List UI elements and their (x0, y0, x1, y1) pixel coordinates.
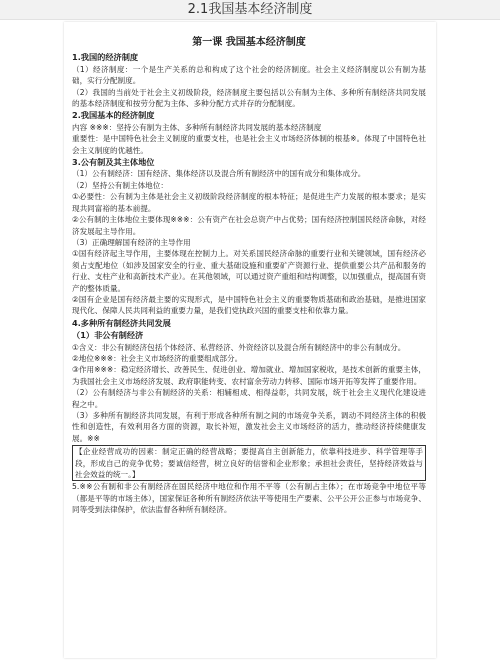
lesson-title: 第一课 我国基本经济制度 (192, 37, 306, 48)
boxed-note: 【企业经营成功的因素：制定正确的经营战略；要提高自主创新能力，依靠科技进步、科学管理等手段，形成自己的竞争优势；要诚信经营，树立良好的信誉和企业形象；承担社会责任，坚持经济效益与社会效益的统一。】 (72, 445, 426, 481)
paragraph: 内容 ※※※：坚持公有制为主体、多种所有制经济共同发展的基本经济制度 (72, 122, 322, 132)
paragraph: ②地位※※※：社会主义市场经济的重要组成部分。 (72, 353, 243, 363)
paragraph: ①国有经济起主导作用，主要体现在控制力上。对关系国民经济命脉的重要行业和关键领域，国有经济必须占支配地位（如涉及国家安全的行业、重大基础设施和重要矿产资源行业、提供重要公共产品和服务的行业、支柱产业和高新技术产业）。在其他领域，可以通过资产重组和结构调整，以加强重点，提高国有资产的整体质量。 (72, 249, 426, 293)
paragraph: （2）我国的当前处于社会主义初级阶段，经济制度主要包括以公有制为主体、多种所有制经济共同发展的基本经济制度和按劳分配为主体、多种分配方式并存的分配制度。 (72, 87, 426, 109)
paragraph: ②公有制的主体地位主要体现※※※：公有资产在社会总资产中占优势；国有经济控制国民经济命脉，对经济发展起主导作用。 (72, 215, 426, 236)
paragraph: ①必要性：公有制为主体是社会主义初级阶段经济制度的根本特征；是促进生产力发展的根本要求；是实现共同富裕的基本前提。 (72, 192, 426, 213)
section-heading: （1）非公有制经济 (72, 330, 144, 341)
section-heading: 3.公有制及其主体地位 (72, 157, 155, 168)
paragraph: （3）正确理解国有经济的主导作用 (72, 237, 191, 247)
paragraph: （1）公有制经济：国有经济、集体经济以及混合所有制经济中的国有成分和集体成分。 (72, 169, 366, 179)
paragraph: （3）多种所有制经济共同发展，有利于形成各种所有制之间的市场竞争关系，调动不同经济主体的积极性和创造性，有效利用各方面的资源，取长补短，激发社会主义市场经济的活力，推动经济持续健康发展。※※ (72, 411, 426, 443)
paragraph: ③作用※※※：稳定经济增长、改善民生、促进创业、增加就业、增加国家税收，是技术创新的重要主体，为我国社会主义市场经济发展、政府职能转变、农村富余劳动力转移、国际市场开拓等发挥了重要作用。 (72, 365, 426, 386)
paragraph: 重要性：是中国特色社会主义制度的重要支柱，也是社会主义市场经济体制的根基※。体现了中国特色社会主义制度的优越性。 (72, 134, 426, 155)
section-heading: 1.我国的经济制度 (72, 52, 139, 63)
document-page (64, 22, 436, 658)
paragraph: 5.※※公有制和非公有制经济在国民经济中地位和作用不平等（公有制占主体）；在市场竞争中地位平等（都是平等的市场主体），国家保证各种所有制经济依法平等使用生产要素、公平公开公正参与市场竞争、同等受到法律保护，依法监督各种所有制经济。 (72, 482, 426, 515)
paragraph: （2）公有制经济与非公有制经济的关系：相辅相成、相得益彰，共同发展，统于社会主义现代化建设进程之中。 (72, 388, 426, 409)
paragraph: ①含义：非公有制经济包括个体经济、私营经济、外资经济以及混合所有制经济中的非公有制成分。 (72, 342, 406, 352)
page-content (64, 22, 436, 516)
section-heading: 2.我国基本的经济制度 (72, 110, 155, 121)
paragraph: ②国有企业是国有经济最主要的实现形式，是中国特色社会主义的重要物质基础和政治基础，是推进国家现代化、保障人民共同利益的重要力量，是我们党执政兴国的重要支柱和依靠力量。 (72, 294, 426, 316)
document-title-bar (0, 0, 500, 20)
section-heading: 4.多种所有制经济共同发展 (72, 317, 171, 328)
paragraph: （2）坚持公有制主体地位： (72, 180, 168, 190)
document-title: 2.1我国基本经济制度 (187, 2, 313, 17)
paragraph: （1）经济制度：一个是生产关系的总和构成了这个社会的经济制度。社会主义经济制度以公有制为基础，实行分配制度。 (72, 64, 426, 86)
